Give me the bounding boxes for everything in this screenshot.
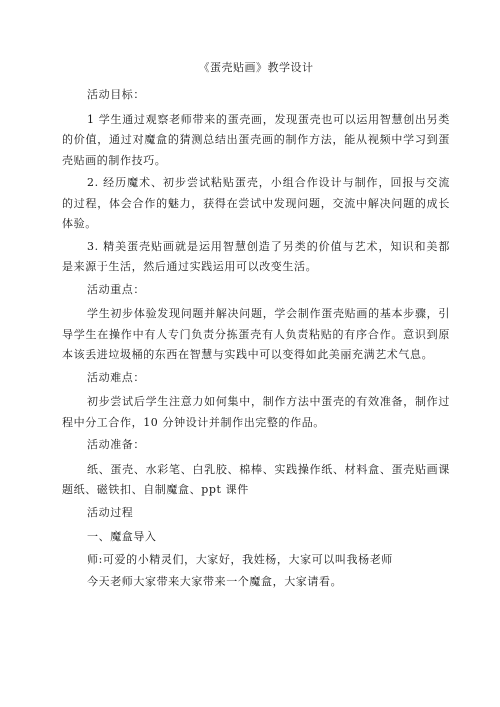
heading-key-points: 活动重点：: [87, 282, 145, 296]
paragraph-difficulties: 初步尝试后学生注意力如何集中，制作方法中蛋壳的有效准备，制作过程中分工合作，10 分钟设计并制作出完整的作品。: [62, 395, 450, 429]
document-title: 《蛋壳贴画》教学设计: [198, 61, 314, 74]
paragraph-goal-3: 3. 精美蛋壳贴画就是运用智慧创造了另类的价值与艺术，知识和美都是来源于生活，然后通过实践运用可以改变生活。: [62, 239, 450, 273]
paragraph-goal-1: 1 学生通过观察老师带来的蛋壳画，发现蛋壳也可以运用智慧创出另类的价值，通过对魔盒的猜测总结出蛋壳画的制作方法，能从视频中学习到蛋壳贴画的制作技巧。: [62, 112, 450, 167]
paragraph-preparation: 纸、蛋壳、水彩笔、白乳胶、棉棒、实践操作纸、材料盒、蛋壳贴画课题纸、磁铁扣、自制魔盒、ppt 课件: [62, 462, 450, 496]
paragraph-teacher-greeting: 师:可爱的小精灵们，大家好，我姓杨，大家可以叫我杨老师: [87, 552, 393, 566]
heading-activity-goals: 活动目标：: [87, 88, 145, 101]
heading-process: 活动过程: [87, 505, 134, 519]
paragraph-key-points: 学生初步体验发现问题并解决问题，学会制作蛋壳贴画的基本步骤，引导学生在操作中有人专门负责分拣蛋壳有人负责粘贴的有序合作。意识到原本该丢进垃圾桶的东西在智慧与实践中可以变得如此美丽充满艺术气息。: [62, 307, 450, 361]
heading-preparation: 活动准备：: [87, 438, 145, 451]
paragraph-magic-box: 今天老师大家带来大家带来一个魔盒，大家请看。: [87, 575, 343, 588]
heading-magic-box-intro: 一、魔盒导入: [87, 530, 157, 543]
paragraph-goal-2: 2. 经历魔术、初步尝试粘贴蛋壳，小组合作设计与制作，回报与交流的过程，体会合作的魅力，获得在尝试中发现问题，交流中解决问题的成长体验。: [62, 176, 450, 230]
heading-difficulties: 活动难点：: [87, 370, 145, 384]
